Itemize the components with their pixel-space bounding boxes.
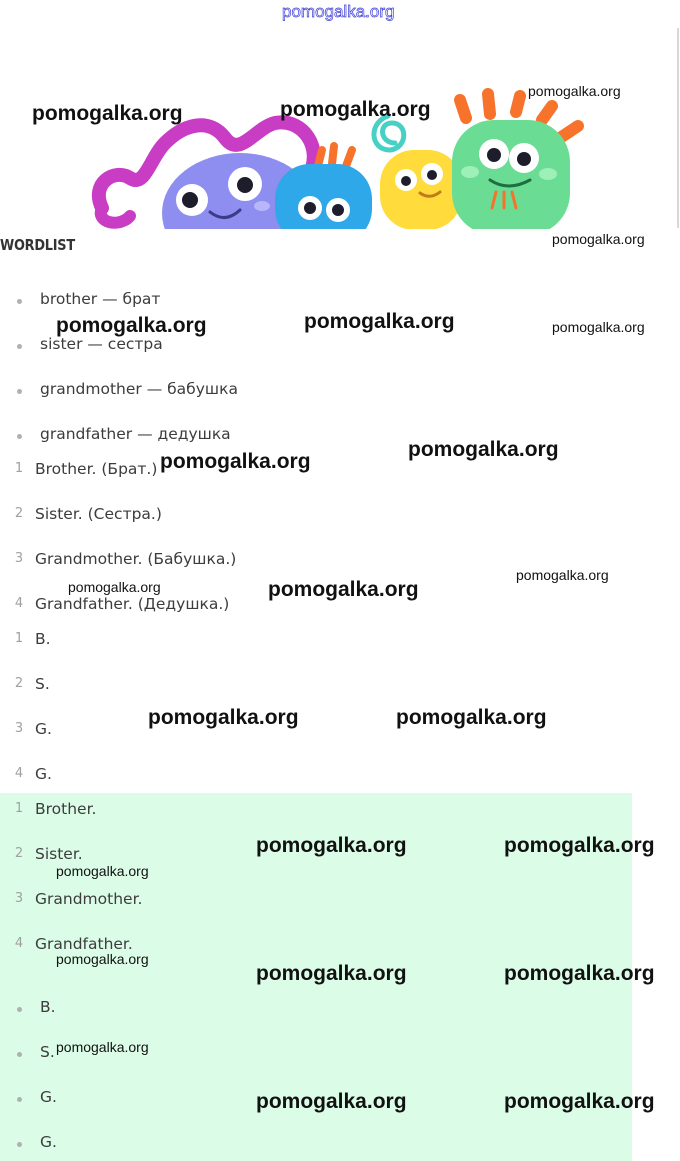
list-number: 3 — [14, 891, 24, 906]
highlighted-word: Brother. — [35, 800, 97, 818]
bullet-dot — [17, 299, 22, 304]
translation-entry: Grandmother. (Бабушка.) — [35, 550, 237, 568]
watermark: pomogalka.org — [504, 1090, 655, 1113]
watermark: pomogalka.org — [504, 962, 655, 985]
watermark: pomogalka.org — [148, 706, 299, 729]
highlighted-word: Sister. — [35, 845, 83, 863]
translation-entry: Sister. (Сестра.) — [35, 505, 162, 523]
list-number: 1 — [14, 801, 24, 816]
watermark: pomogalka.org — [56, 314, 207, 337]
initial-entry: G. — [35, 720, 52, 738]
watermark: pomogalka.org — [396, 706, 547, 729]
watermark: pomogalka.org — [280, 98, 431, 121]
wordlist-heading: WORDLIST — [0, 236, 75, 254]
watermark: pomogalka.org — [68, 579, 161, 595]
translation-entry: Brother. (Брат.) — [35, 460, 158, 478]
watermark: pomogalka.org — [256, 1090, 407, 1113]
bullet-dot — [17, 1052, 22, 1057]
list-number: 4 — [14, 936, 24, 951]
watermark: pomogalka.org — [56, 951, 149, 967]
highlighted-word: Grandmother. — [35, 890, 143, 908]
list-number: 3 — [14, 551, 24, 566]
watermark: pomogalka.org — [552, 231, 645, 247]
page-edge-divider — [677, 28, 679, 228]
initial-entry: S. — [35, 675, 50, 693]
initial-entry: B. — [35, 630, 51, 648]
translation-entry: Grandfather. (Дедушка.) — [35, 595, 230, 613]
watermark: pomogalka.org — [56, 863, 149, 879]
watermark: pomogalka.org — [408, 438, 559, 461]
list-number: 2 — [14, 676, 24, 691]
watermark: pomogalka.org — [516, 567, 609, 583]
watermark: pomogalka.org — [56, 1039, 149, 1055]
list-number: 1 — [14, 461, 24, 476]
bullet-dot — [17, 1007, 22, 1012]
highlighted-initial: G. — [40, 1088, 57, 1106]
wordlist-entry: grandmother — бабушка — [40, 380, 238, 398]
list-number: 4 — [14, 596, 24, 611]
watermark: pomogalka.org — [528, 83, 621, 99]
wordlist-entry: brother — брат — [40, 290, 161, 308]
list-number: 2 — [14, 506, 24, 521]
watermark-top: pomogalka.org — [282, 2, 395, 21]
highlighted-initial: G. — [40, 1133, 57, 1151]
bullet-dot — [17, 434, 22, 439]
watermark: pomogalka.org — [160, 450, 311, 473]
list-number: 2 — [14, 846, 24, 861]
highlighted-word: Grandfather. — [35, 935, 133, 953]
bullet-dot — [17, 389, 22, 394]
watermark: pomogalka.org — [552, 319, 645, 335]
watermark: pomogalka.org — [256, 962, 407, 985]
list-number: 4 — [14, 766, 24, 781]
watermark: pomogalka.org — [256, 834, 407, 857]
watermark: pomogalka.org — [304, 310, 455, 333]
watermark: pomogalka.org — [32, 102, 183, 125]
watermark: pomogalka.org — [504, 834, 655, 857]
bullet-dot — [17, 1142, 22, 1147]
list-number: 1 — [14, 631, 24, 646]
bullet-dot — [17, 1097, 22, 1102]
bullet-dot — [17, 344, 22, 349]
highlighted-initial: B. — [40, 998, 56, 1016]
highlighted-initial: S. — [40, 1043, 55, 1061]
initial-entry: G. — [35, 765, 52, 783]
watermark: pomogalka.org — [268, 578, 419, 601]
list-number: 3 — [14, 721, 24, 736]
wordlist-entry: sister — сестра — [40, 335, 163, 353]
wordlist-entry: grandfather — дедушка — [40, 425, 231, 443]
